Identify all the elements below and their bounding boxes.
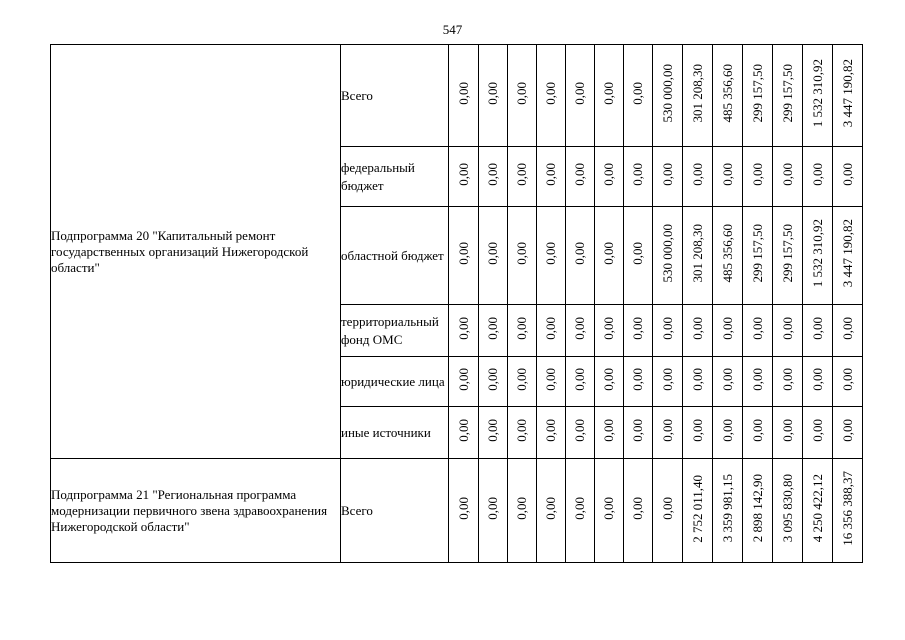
value-cell bbox=[803, 357, 833, 407]
value-cell bbox=[508, 45, 537, 147]
value-text: 0,00 bbox=[543, 82, 558, 105]
value-text: 0,00 bbox=[455, 82, 471, 105]
value-cell bbox=[833, 45, 863, 147]
value-cell bbox=[683, 305, 713, 357]
value-cell bbox=[595, 407, 624, 459]
value-text: 485 356,60 bbox=[719, 224, 735, 283]
value-cell bbox=[713, 305, 743, 357]
value-text: 0,00 bbox=[749, 368, 765, 391]
value-cell bbox=[537, 207, 566, 305]
table-row bbox=[51, 45, 863, 147]
value-cell bbox=[595, 45, 624, 147]
value-cell bbox=[653, 357, 683, 407]
program-title: Подпрограмма 20 "Капитальный ремонт государственных организаций Нижегородской области" bbox=[51, 45, 341, 459]
value-text: 0,00 bbox=[514, 163, 529, 186]
value-text: 0,00 bbox=[719, 419, 735, 442]
value-text: 0,00 bbox=[514, 82, 529, 105]
value-text: 0,00 bbox=[839, 368, 855, 391]
value-cell bbox=[449, 357, 479, 407]
value-cell bbox=[773, 407, 803, 459]
value-cell bbox=[833, 207, 863, 305]
value-text: 0,00 bbox=[659, 163, 675, 186]
value-cell bbox=[713, 45, 743, 147]
value-cell bbox=[449, 147, 479, 207]
value-text: 0,00 bbox=[601, 317, 616, 340]
value-cell bbox=[479, 305, 508, 357]
value-text: 0,00 bbox=[630, 419, 645, 442]
budget-table bbox=[50, 44, 863, 563]
value-text: 0,00 bbox=[779, 419, 795, 442]
value-text: 0,00 bbox=[601, 242, 616, 265]
value-text: 0,00 bbox=[485, 82, 500, 105]
value-text: 0,00 bbox=[749, 419, 765, 442]
value-cell bbox=[653, 147, 683, 207]
value-text: 0,00 bbox=[809, 317, 825, 340]
value-text: 0,00 bbox=[779, 163, 795, 186]
value-cell bbox=[743, 147, 773, 207]
value-text: 0,00 bbox=[809, 163, 825, 186]
funding-source: Всего bbox=[341, 45, 449, 147]
value-text: 0,00 bbox=[543, 497, 558, 520]
value-cell bbox=[833, 407, 863, 459]
value-cell bbox=[624, 407, 653, 459]
value-text: 299 157,50 bbox=[749, 224, 765, 283]
value-text: 0,00 bbox=[779, 317, 795, 340]
value-text: 0,00 bbox=[630, 317, 645, 340]
value-cell bbox=[449, 407, 479, 459]
table-body bbox=[51, 45, 863, 563]
funding-source: федеральный бюджет bbox=[341, 147, 449, 207]
value-cell bbox=[653, 407, 683, 459]
value-text: 0,00 bbox=[630, 242, 645, 265]
value-cell bbox=[566, 459, 595, 563]
value-cell bbox=[653, 305, 683, 357]
value-text: 0,00 bbox=[659, 368, 675, 391]
value-cell bbox=[653, 207, 683, 305]
value-text: 0,00 bbox=[572, 82, 587, 105]
value-cell bbox=[624, 357, 653, 407]
value-cell bbox=[803, 147, 833, 207]
value-cell bbox=[773, 357, 803, 407]
value-text: 1 532 310,92 bbox=[809, 59, 825, 128]
value-cell bbox=[624, 459, 653, 563]
value-cell bbox=[713, 147, 743, 207]
value-text: 0,00 bbox=[485, 163, 500, 186]
value-text: 3 447 190,82 bbox=[839, 219, 855, 288]
value-text: 0,00 bbox=[630, 497, 645, 520]
value-cell bbox=[508, 357, 537, 407]
value-cell bbox=[713, 207, 743, 305]
value-cell bbox=[479, 357, 508, 407]
value-cell bbox=[566, 45, 595, 147]
value-text: 0,00 bbox=[514, 419, 529, 442]
funding-source: юридические лица bbox=[341, 357, 449, 407]
value-text: 0,00 bbox=[689, 317, 705, 340]
value-text: 0,00 bbox=[455, 163, 471, 186]
value-text: 1 532 310,92 bbox=[809, 219, 825, 288]
value-text: 3 447 190,82 bbox=[839, 59, 855, 128]
value-cell bbox=[773, 305, 803, 357]
program-title: Подпрограмма 21 "Региональная программа модернизации первичного звена здравоохранения Нижегородской области" bbox=[51, 459, 341, 563]
value-cell bbox=[833, 459, 863, 563]
value-cell bbox=[595, 459, 624, 563]
value-cell bbox=[743, 305, 773, 357]
value-cell bbox=[683, 459, 713, 563]
value-cell bbox=[624, 147, 653, 207]
funding-source: иные источники bbox=[341, 407, 449, 459]
value-text: 299 157,50 bbox=[779, 64, 795, 123]
value-text: 299 157,50 bbox=[779, 224, 795, 283]
value-text: 0,00 bbox=[719, 368, 735, 391]
value-cell bbox=[833, 357, 863, 407]
value-cell bbox=[537, 407, 566, 459]
value-text: 0,00 bbox=[689, 419, 705, 442]
value-cell bbox=[803, 305, 833, 357]
value-cell bbox=[449, 305, 479, 357]
value-text: 0,00 bbox=[659, 419, 675, 442]
value-text: 0,00 bbox=[659, 497, 675, 520]
value-cell bbox=[566, 357, 595, 407]
value-cell bbox=[683, 207, 713, 305]
value-cell bbox=[595, 207, 624, 305]
value-text: 0,00 bbox=[601, 497, 616, 520]
value-cell bbox=[508, 207, 537, 305]
value-text: 0,00 bbox=[572, 242, 587, 265]
value-text: 0,00 bbox=[455, 497, 471, 520]
value-cell bbox=[449, 45, 479, 147]
value-text: 0,00 bbox=[572, 317, 587, 340]
funding-source: территориальный фонд ОМС bbox=[341, 305, 449, 357]
value-text: 530 000,00 bbox=[659, 224, 675, 283]
value-text: 0,00 bbox=[455, 419, 471, 442]
value-text: 0,00 bbox=[601, 82, 616, 105]
value-text: 0,00 bbox=[543, 317, 558, 340]
value-cell bbox=[743, 459, 773, 563]
value-cell bbox=[479, 407, 508, 459]
value-cell bbox=[449, 207, 479, 305]
value-cell bbox=[713, 459, 743, 563]
value-cell bbox=[653, 459, 683, 563]
value-text: 0,00 bbox=[455, 242, 471, 265]
value-cell bbox=[803, 459, 833, 563]
value-cell bbox=[833, 147, 863, 207]
value-cell bbox=[537, 357, 566, 407]
value-cell bbox=[803, 45, 833, 147]
value-text: 0,00 bbox=[630, 368, 645, 391]
value-text: 0,00 bbox=[719, 163, 735, 186]
value-cell bbox=[508, 459, 537, 563]
value-text: 0,00 bbox=[601, 163, 616, 186]
value-text: 0,00 bbox=[485, 242, 500, 265]
value-text: 0,00 bbox=[543, 242, 558, 265]
value-text: 301 208,30 bbox=[689, 224, 705, 283]
value-cell bbox=[773, 459, 803, 563]
value-text: 0,00 bbox=[839, 163, 855, 186]
value-text: 0,00 bbox=[572, 368, 587, 391]
value-cell bbox=[479, 147, 508, 207]
value-cell bbox=[713, 357, 743, 407]
value-cell bbox=[508, 407, 537, 459]
value-text: 0,00 bbox=[630, 82, 645, 105]
value-text: 0,00 bbox=[572, 497, 587, 520]
value-text: 0,00 bbox=[809, 368, 825, 391]
value-cell bbox=[743, 407, 773, 459]
value-text: 0,00 bbox=[779, 368, 795, 391]
value-cell bbox=[773, 147, 803, 207]
value-cell bbox=[624, 45, 653, 147]
value-cell bbox=[713, 407, 743, 459]
value-text: 0,00 bbox=[659, 317, 675, 340]
value-cell bbox=[479, 207, 508, 305]
value-text: 0,00 bbox=[455, 368, 471, 391]
value-text: 0,00 bbox=[719, 317, 735, 340]
value-text: 0,00 bbox=[749, 163, 765, 186]
funding-source: областной бюджет bbox=[341, 207, 449, 305]
value-cell bbox=[624, 305, 653, 357]
value-text: 301 208,30 bbox=[689, 64, 705, 123]
value-text: 3 095 830,80 bbox=[779, 474, 795, 543]
value-cell bbox=[537, 305, 566, 357]
value-text: 0,00 bbox=[485, 419, 500, 442]
value-text: 0,00 bbox=[485, 317, 500, 340]
value-text: 2 752 011,40 bbox=[689, 474, 705, 543]
value-cell bbox=[566, 407, 595, 459]
value-cell bbox=[595, 357, 624, 407]
value-cell bbox=[773, 45, 803, 147]
value-cell bbox=[683, 357, 713, 407]
value-cell bbox=[508, 305, 537, 357]
value-text: 0,00 bbox=[689, 368, 705, 391]
value-text: 0,00 bbox=[514, 317, 529, 340]
value-cell bbox=[653, 45, 683, 147]
value-text: 0,00 bbox=[485, 368, 500, 391]
value-text: 0,00 bbox=[485, 497, 500, 520]
value-text: 299 157,50 bbox=[749, 64, 765, 123]
value-cell bbox=[683, 147, 713, 207]
value-text: 0,00 bbox=[514, 497, 529, 520]
value-cell bbox=[683, 45, 713, 147]
value-cell bbox=[743, 207, 773, 305]
value-text: 0,00 bbox=[630, 163, 645, 186]
value-cell bbox=[773, 207, 803, 305]
value-text: 0,00 bbox=[543, 419, 558, 442]
value-cell bbox=[566, 207, 595, 305]
value-cell bbox=[624, 207, 653, 305]
value-text: 16 356 388,37 bbox=[839, 471, 855, 546]
value-text: 0,00 bbox=[839, 419, 855, 442]
value-cell bbox=[803, 407, 833, 459]
value-text: 0,00 bbox=[749, 317, 765, 340]
value-text: 0,00 bbox=[543, 163, 558, 186]
value-cell bbox=[479, 459, 508, 563]
value-cell bbox=[479, 45, 508, 147]
value-cell bbox=[449, 459, 479, 563]
value-text: 0,00 bbox=[543, 368, 558, 391]
value-text: 3 359 981,15 bbox=[719, 474, 735, 543]
value-cell bbox=[743, 357, 773, 407]
value-text: 485 356,60 bbox=[719, 64, 735, 123]
value-text: 0,00 bbox=[839, 317, 855, 340]
value-text: 0,00 bbox=[572, 163, 587, 186]
value-text: 0,00 bbox=[601, 419, 616, 442]
value-cell bbox=[566, 147, 595, 207]
value-text: 0,00 bbox=[809, 419, 825, 442]
value-cell bbox=[508, 147, 537, 207]
value-text: 530 000,00 bbox=[659, 64, 675, 123]
value-cell bbox=[537, 459, 566, 563]
value-text: 0,00 bbox=[572, 419, 587, 442]
table-row bbox=[51, 459, 863, 563]
value-text: 0,00 bbox=[455, 317, 471, 340]
value-cell bbox=[537, 147, 566, 207]
value-text: 0,00 bbox=[514, 368, 529, 391]
value-cell bbox=[595, 305, 624, 357]
value-cell bbox=[803, 207, 833, 305]
value-text: 0,00 bbox=[689, 163, 705, 186]
value-cell bbox=[537, 45, 566, 147]
value-cell bbox=[595, 147, 624, 207]
funding-source: Всего bbox=[341, 459, 449, 563]
value-text: 4 250 422,12 bbox=[809, 474, 825, 543]
value-cell bbox=[743, 45, 773, 147]
value-cell bbox=[683, 407, 713, 459]
value-text: 0,00 bbox=[601, 368, 616, 391]
value-text: 0,00 bbox=[514, 242, 529, 265]
value-cell bbox=[566, 305, 595, 357]
value-cell bbox=[833, 305, 863, 357]
value-text: 2 898 142,90 bbox=[749, 474, 765, 543]
page-number: 547 bbox=[442, 22, 463, 37]
